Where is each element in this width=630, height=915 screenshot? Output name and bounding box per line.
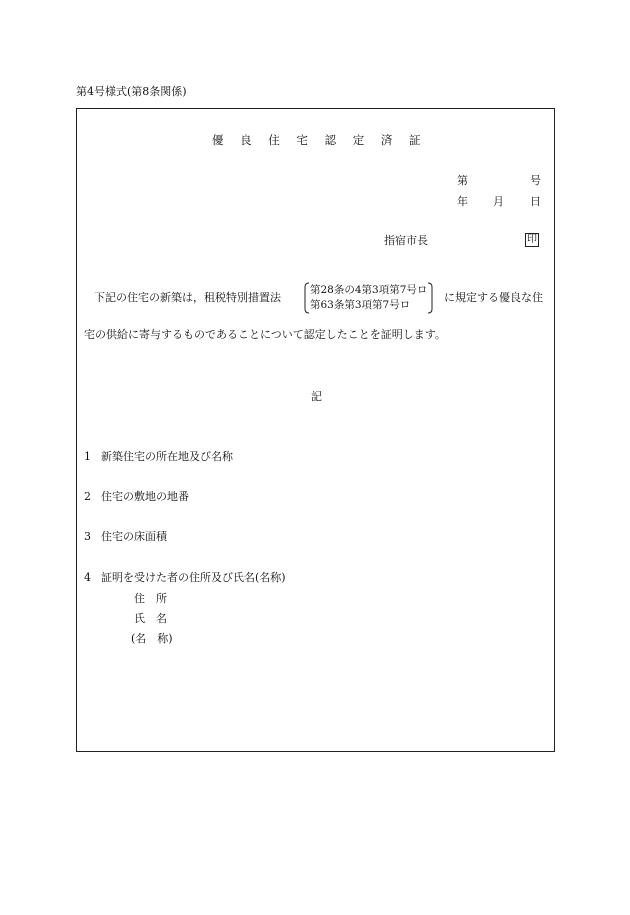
list-item [84, 451, 233, 462]
certificate-title: 優 良 住 宅 認 定 済 証 [211, 133, 428, 147]
certificate-frame [76, 108, 555, 752]
issuer-name: 指宿市長 [384, 234, 428, 247]
organization-name-label: (名 称) [131, 632, 173, 645]
list-item [84, 531, 167, 542]
list-item [84, 491, 189, 502]
item-number: 2 [84, 490, 91, 503]
item-text: 住宅の敷地の地番 [101, 490, 189, 503]
law-reference-2: 第63条第3項第7号ロ [310, 299, 411, 311]
item-text: 住宅の床面積 [101, 530, 167, 543]
body-text-line2: 宅の供給に寄与するものであることについて認定したことを証明します。 [84, 328, 446, 341]
item-text: 証明を受けた者の住所及び氏名(名称) [101, 571, 286, 584]
name-label: 氏 名 [134, 612, 167, 625]
number-suffix: 号 [530, 174, 541, 187]
address-label: 住 所 [134, 592, 167, 605]
ki-heading: 記 [311, 390, 322, 403]
date-month-label: 月 [493, 195, 504, 208]
date-year-label: 年 [457, 195, 468, 208]
law-reference-1: 第28条の4第3項第7号ロ [310, 284, 428, 296]
seal-mark: 印 [527, 234, 537, 245]
item-number: 1 [84, 450, 91, 463]
form-number: 第4号様式(第8条関係) [76, 85, 187, 98]
body-text-end: に規定する優良な住 [444, 291, 543, 304]
list-item [84, 572, 286, 583]
item-number: 3 [84, 530, 91, 543]
date-day-label: 日 [530, 195, 541, 208]
item-number: 4 [84, 571, 91, 584]
number-prefix: 第 [457, 174, 468, 187]
body-text-start: 下記の住宅の新築は，租税特別措置法 [94, 291, 281, 304]
item-text: 新築住宅の所在地及び名称 [101, 450, 233, 463]
